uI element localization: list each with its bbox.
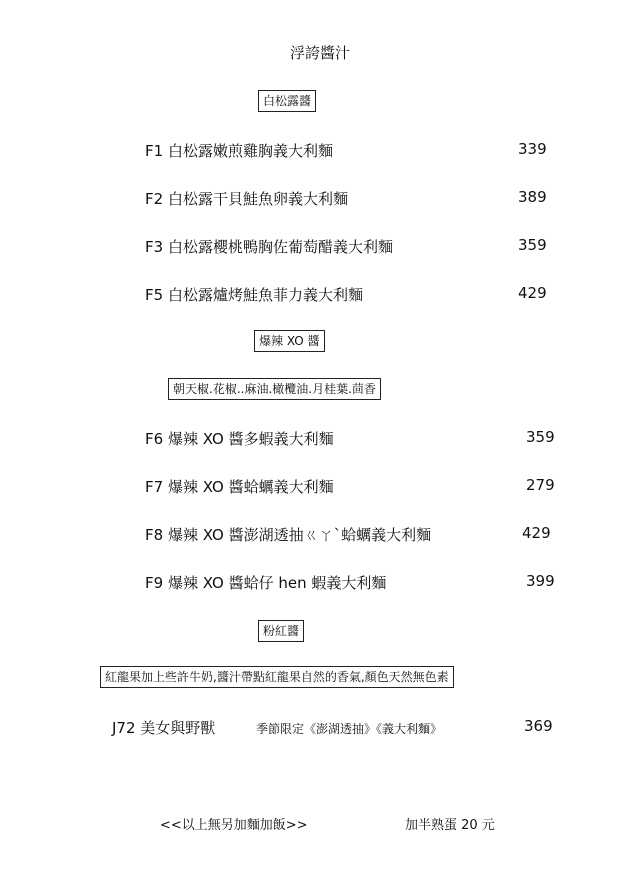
menu-item-price: 359 [526, 428, 555, 446]
section-note-xo: 朝天椒.花椒..麻油.橄欖油.月桂葉.茴香 [168, 378, 381, 400]
footer-note-right: 加半熟蛋 20 元 [405, 818, 495, 833]
footer-note-left: <<以上無另加麵加飯>> [160, 818, 308, 833]
special-item-price: 369 [524, 717, 553, 735]
menu-item-price: 359 [518, 236, 547, 254]
menu-item-name: F3 白松露櫻桃鴨胸佐葡萄醋義大利麵 [145, 238, 393, 256]
menu-item-price: 279 [526, 476, 555, 494]
page-title: 浮誇醬汁 [289, 44, 350, 62]
menu-item-name: F5 白松露爐烤鮭魚菲力義大利麵 [145, 286, 363, 304]
menu-item-name: F7 爆辣 XO 醬蛤蠣義大利麵 [145, 478, 334, 496]
menu-item-price: 399 [526, 572, 555, 590]
section-label-truffle: 白松露醬 [258, 90, 316, 112]
special-item-name: J72 美女與野獸 [112, 719, 216, 737]
menu-item-price: 339 [518, 140, 547, 158]
menu-item-name: F6 爆辣 XO 醬多蝦義大利麵 [145, 430, 334, 448]
menu-item-name: F9 爆辣 XO 醬蛤仔 hen 蝦義大利麵 [145, 574, 387, 592]
menu-item-price: 429 [522, 524, 551, 542]
menu-item-name: F8 爆辣 XO 醬澎湖透抽ㄍㄚˋ蛤蠣義大利麵 [145, 526, 432, 544]
section-note-pink: 紅龍果加上些許牛奶,醬汁帶點紅龍果自然的香氣,顏色天然無色素 [100, 666, 454, 688]
menu-item-name: F2 白松露干貝鮭魚卵義大利麵 [145, 190, 348, 208]
menu-item-price: 429 [518, 284, 547, 302]
menu-item-price: 389 [518, 188, 547, 206]
section-label-xo: 爆辣 XO 醬 [254, 330, 325, 352]
section-label-pink: 粉紅醬 [258, 620, 304, 642]
menu-item-name: F1 白松露嫩煎雞胸義大利麵 [145, 142, 333, 160]
special-item-desc: 季節限定《澎湖透抽》《義大利麵》 [256, 722, 443, 736]
